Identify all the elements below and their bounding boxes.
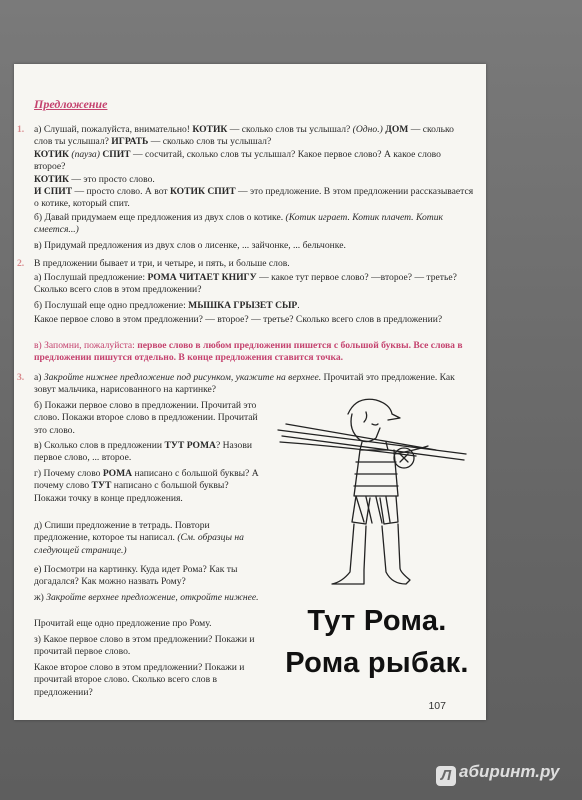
ex3-paragraph-j: Какое второе слово в этом предложении? Покажи и прочитай второе слово. Сколько всего слов в предложении? <box>34 662 245 698</box>
ex1-paragraph-a: а) Слушай, пожалуйста, внимательно! КОТИК — сколько слов ты услышал? (Одно.) ДОМ — сколько слов ты услышал? ИГРАТЬ — сколько слов ты услышал? <box>34 124 454 148</box>
ex1-paragraph-kotik-spit: КОТИК (пауза) СПИТ — сосчитай, сколько слов ты услышал? Какое первое слово? А какое слово второе? <box>34 149 441 173</box>
ex3-paragraph-a: а) Закройте нижнее предложение под рисунком, укажите на верхнее. Прочитай это предложение. Как зовут мальчика, нарисованного на картинке? <box>34 372 455 396</box>
ex3-paragraph-f: е) Посмотри на картинку. Куда идет Рома? Как ты догадался? Как можно назвать Рому? <box>34 564 238 588</box>
ex3-paragraph-b: б) Покажи первое слово в предложении. Прочитай это слово. Покажи второе слово в предложении. Прочитай это слово. <box>34 400 258 436</box>
ex2-intro: В предложении бывает и три, и четыре, и пять, и больше слов. <box>34 258 290 269</box>
exercise-number-2: 2. <box>17 258 25 269</box>
ex1-paragraph-b: б) Давай придумаем еще предложения из двух слов о котике. (Котик играет. Котик плачет. Котик смеется...) <box>34 212 443 236</box>
ex3-paragraph-c: в) Сколько слов в предложении ТУТ РОМА? Назови первое слово, ... второе. <box>34 440 252 464</box>
labirint-logo-icon: Л <box>436 766 456 786</box>
book-page <box>14 64 486 720</box>
boy-fisherman-illustration <box>276 384 476 614</box>
ex2-paragraph-b: б) Послушай еще одно предложение: МЫШКА ГРЫЗЕТ СЫР. <box>34 300 300 311</box>
ex2-rule-highlight: в) Запомни, пожалуйста: первое слово в любом предложении пишется с большой буквы. Все слова в предложении пишутся отдельно. В конце предложения ставится точка. <box>34 340 463 364</box>
ex2-paragraph-a: а) Послушай предложение: РОМА ЧИТАЕТ КНИГУ — какое тут первое слово? —второе? — третье? Сколько всего слов в этом предложении? <box>34 272 457 296</box>
labirint-watermark <box>436 762 559 786</box>
ex1-paragraph-kotik-word: КОТИК — это просто слово. <box>34 174 155 185</box>
section-title: Предложение <box>34 97 108 111</box>
ex1-paragraph-c: в) Придумай предложения из двух слов о лисенке, ... зайчонке, ... бельчонке. <box>34 240 346 251</box>
big-sentence-1: Тут Рома. <box>307 605 447 637</box>
big-sentence-2: Рома рыбак. <box>285 647 469 679</box>
page-number: 107 <box>428 700 446 712</box>
ex1-paragraph-sentence: И СПИТ — просто слово. А вот КОТИК СПИТ — это предложение. В этом предложении рассказывается о котике, который спит. <box>34 186 474 210</box>
ex3-paragraph-e: д) Спиши предложение в тетрадь. Повтори предложение, которое ты написал. (См. образцы на следующей странице.) <box>34 520 244 556</box>
boy-figure <box>332 399 428 584</box>
ex3-paragraph-d: г) Почему слово РОМА написано с большой буквы? А почему слово ТУТ написано с большой буквы? Покажи точку в конце предложения. <box>34 468 259 504</box>
ex3-paragraph-g: ж) Закройте верхнее предложение, откройте нижнее. <box>34 592 259 603</box>
watermark-text: абиринт.ру <box>459 762 560 781</box>
exercise-number-1: 1. <box>17 124 25 135</box>
fishing-rods <box>278 424 466 460</box>
exercise-number-3: 3. <box>17 372 25 383</box>
ex3-paragraph-i: з) Какое первое слово в этом предложении? Покажи и прочитай первое слово. <box>34 634 255 658</box>
ex3-paragraph-h: Прочитай еще одно предложение про Рому. <box>34 618 212 629</box>
ex2-paragraph-b-questions: Какое первое слово в этом предложении? — второе? — третье? Сколько всего слов в предложении? <box>34 314 443 325</box>
